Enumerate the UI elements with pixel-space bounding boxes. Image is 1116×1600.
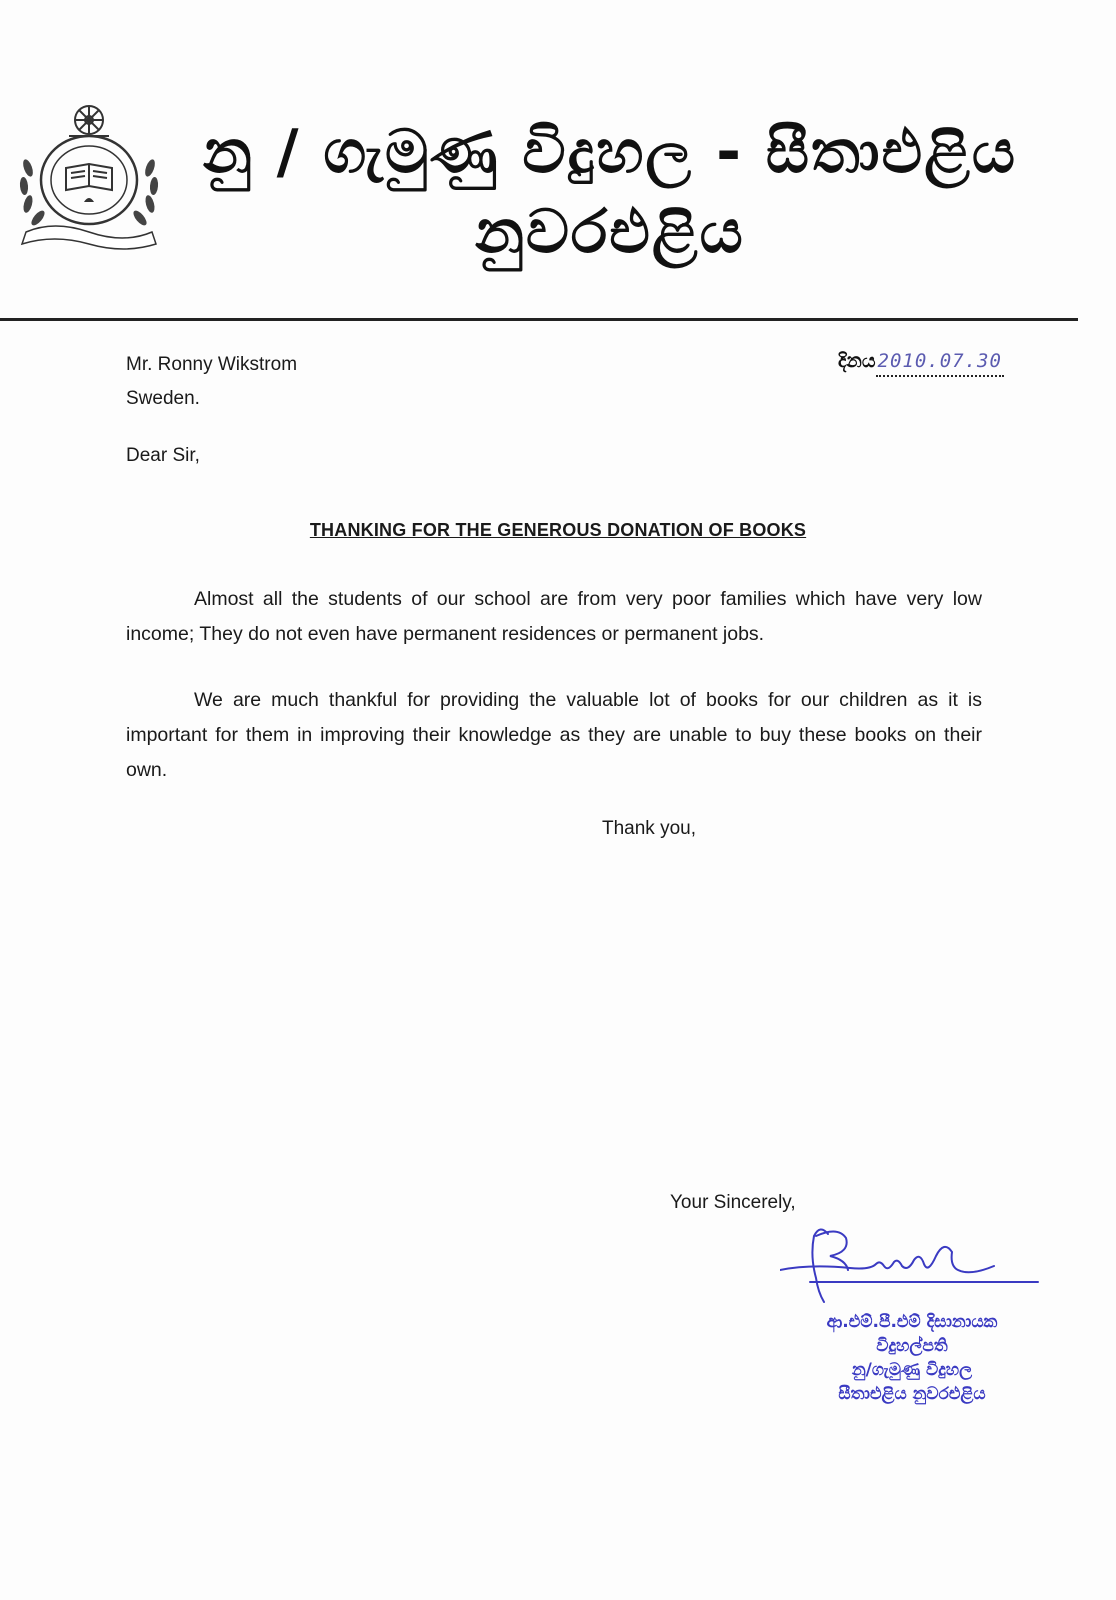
school-name-line2: නුවරඑළිය <box>475 197 745 267</box>
handwritten-signature <box>780 1226 1060 1306</box>
stamp-line-2: විදුහල්පති <box>876 1336 948 1356</box>
stamp-line-1: ආ.එම්.පී.එම් දිසානායක <box>826 1312 998 1332</box>
stamp-line-3: නු/ගැමුණු විදුහල <box>851 1360 973 1380</box>
thanks-line: Thank you, <box>602 818 696 839</box>
date-line <box>876 350 1004 377</box>
date-field <box>838 350 1004 377</box>
recipient-address <box>126 348 297 416</box>
principal-stamp <box>792 1310 1032 1406</box>
stamp-line-4: සීතාඑළිය නුවරඑළිය <box>838 1384 986 1404</box>
school-name-line1: නු / ගැමුණු විදුහල - සීතාඑළිය <box>202 117 1018 187</box>
date-label: දිනය <box>838 350 876 372</box>
body-paragraph-1: Almost all the students of our school are from very poor families which have very low income; They do not even have permanent residences or permanent jobs. <box>126 588 982 645</box>
subject-text: THANKING FOR THE GENEROUS DONATION OF BOOKS <box>309 520 807 540</box>
recipient-name: Mr. Ronny Wikstrom <box>126 354 298 375</box>
salutation: Dear Sir, <box>126 445 200 466</box>
school-crest-logo <box>14 98 164 258</box>
recipient-country: Sweden. <box>126 388 200 409</box>
subject-heading <box>0 520 1116 541</box>
closing-line: Your Sincerely, <box>670 1192 796 1213</box>
header-divider <box>0 318 1078 321</box>
school-name-heading <box>180 112 1040 272</box>
date-value: 2010.07.30 <box>877 350 1002 372</box>
body-paragraph-2: We are much thankful for providing the valuable lot of books for our children as it is important for them in improving their knowledge as they are unable to buy these books on their own. <box>126 689 982 781</box>
